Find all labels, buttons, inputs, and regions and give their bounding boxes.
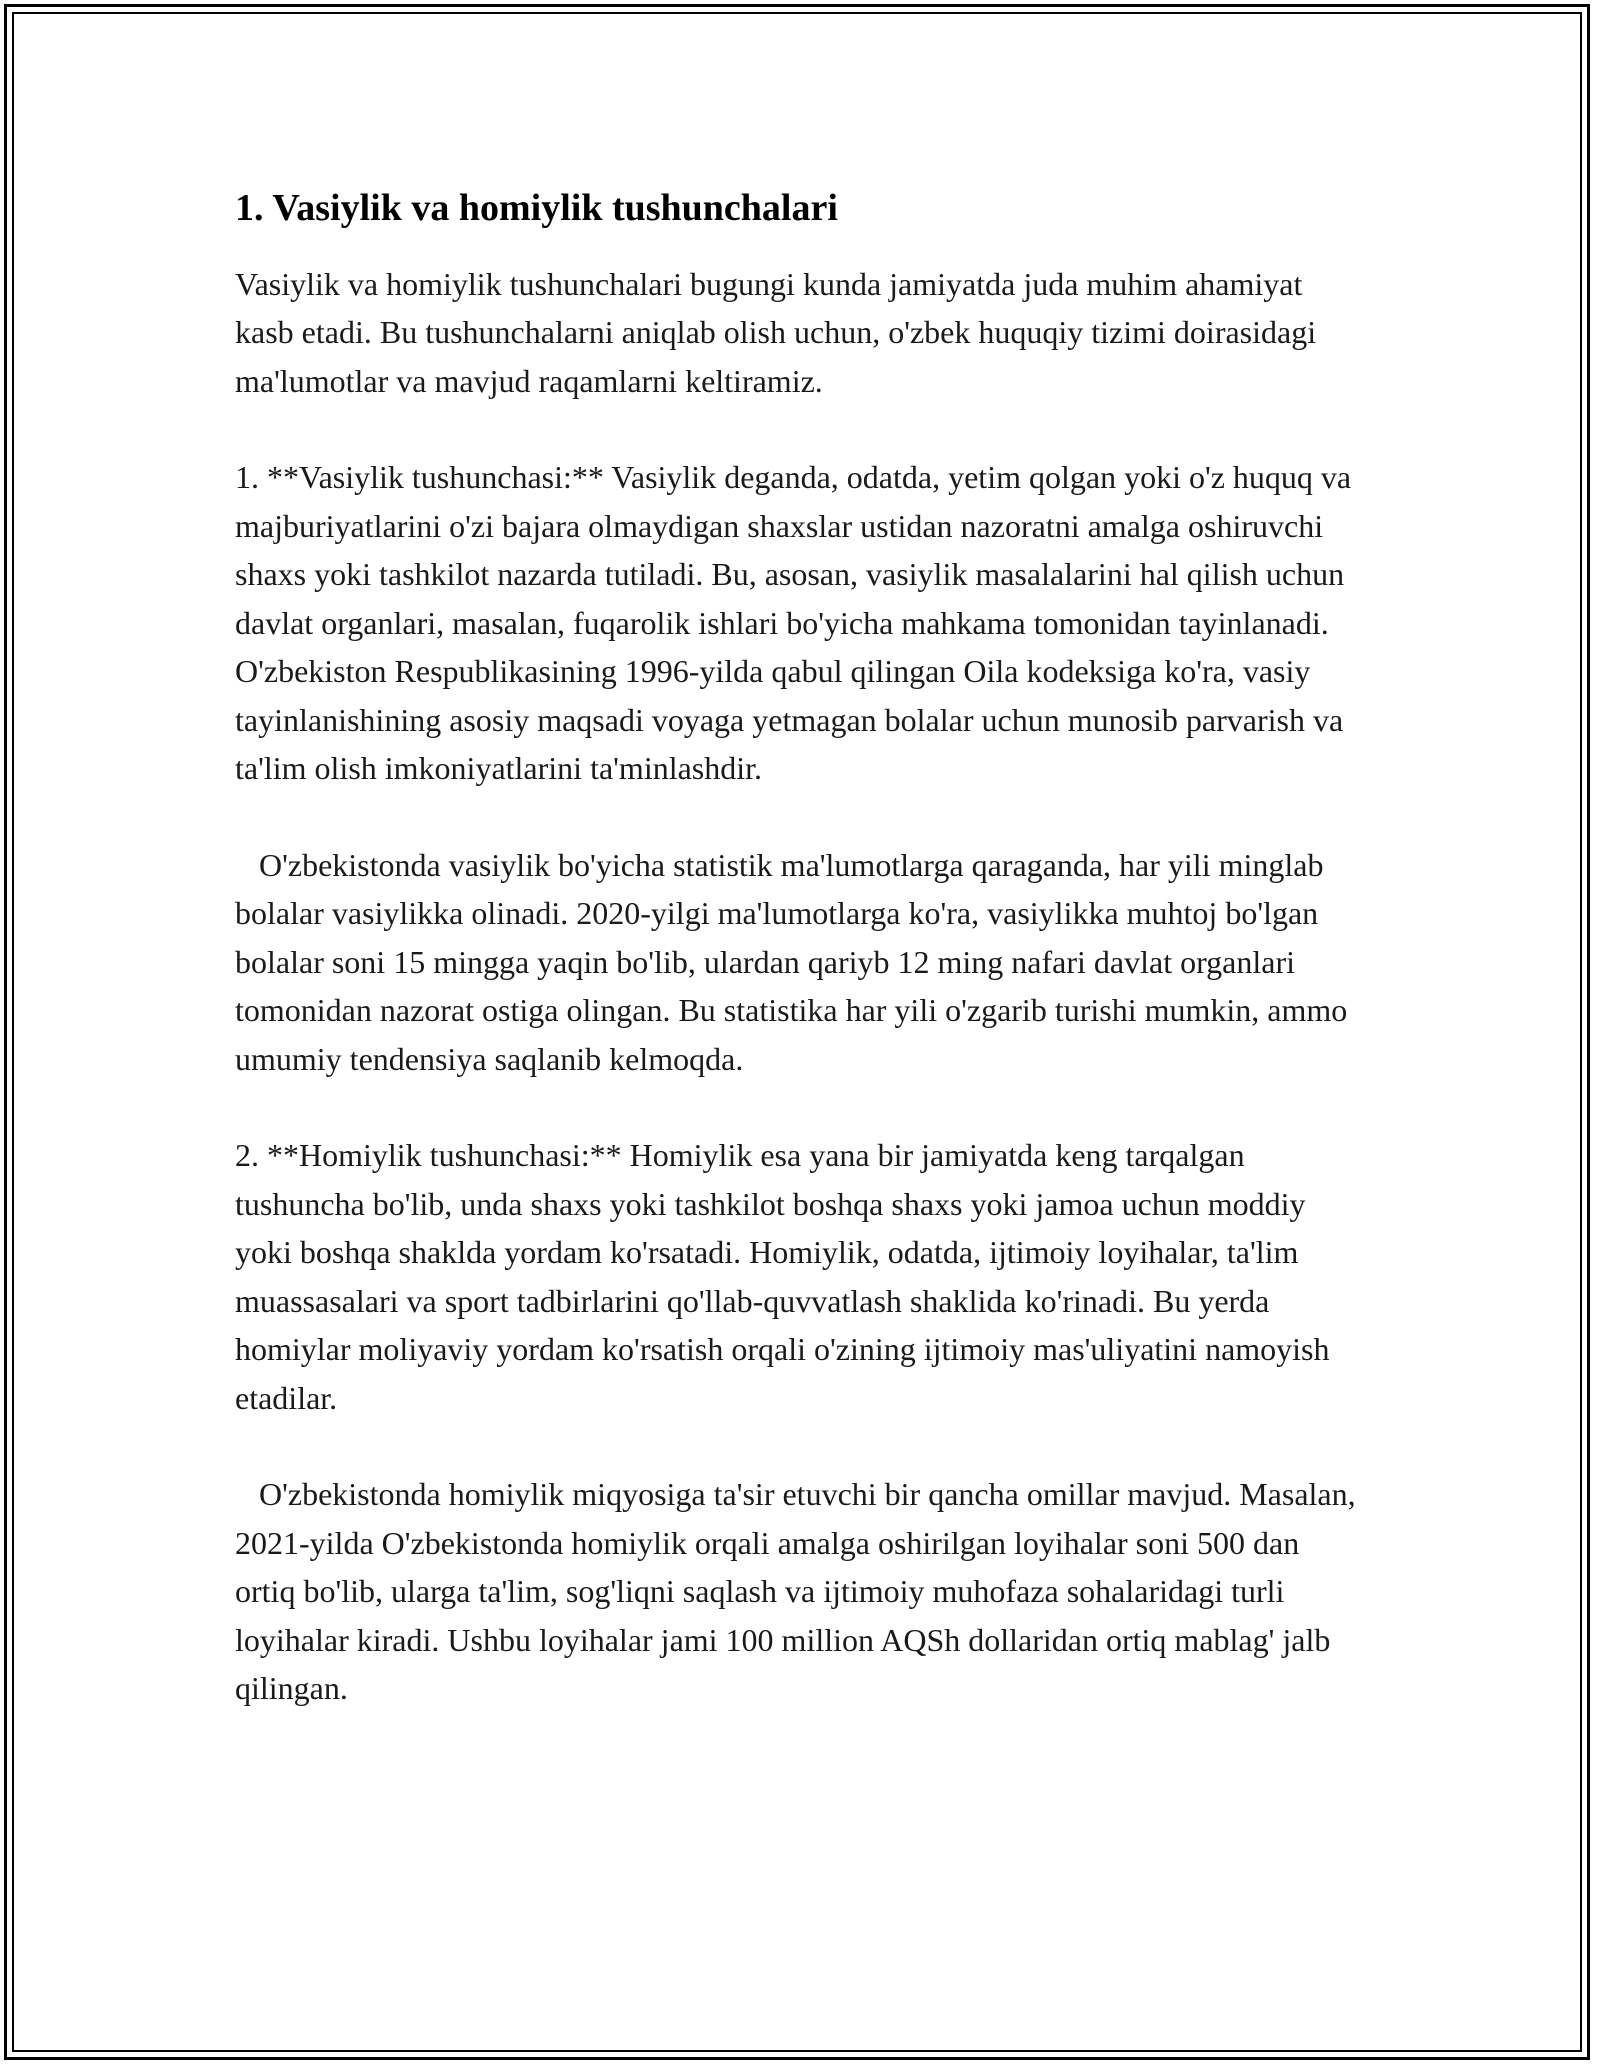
paragraph-vasiylik-statistics: O'zbekistonda vasiylik bo'yicha statistik ma'lumotlarga qaraganda, har yili minglab bolalar vasiylikka olinadi. 2020-yilgi ma'lumotlarga ko'ra, vasiylikka muhtoj bo'lgan bolalar soni 15 mingga yaqin bo'lib, ulardan qariyb 12 ming nafari davlat organlari tomonidan nazorat ostiga olingan. Bu statistika har yili o'zgarib turishi mumkin, ammo umumiy tendensiya saqlanib kelmoqda. <box>235 846 1356 1077</box>
paragraph-vasiylik-definition: 1. **Vasiylik tushunchasi:** Vasiylik deganda, odatda, yetim qolgan yoki o'z huquq va majburiyatlarini o'zi bajara olmaydigan shaxslar ustidan nazoratni amalga oshiruvchi shaxs yoki tashkilot nazarda tutiladi. Bu, asosan, vasiylik masalalarini hal qilish uchun davlat organlari, masalan, fuqarolik ishlari bo'yicha mahkama tomonidan tayinlanadi. O'zbekiston Respublikasining 1996-yilda qabul qilingan Oila kodeksiga ko'ra, vasiy tayinlanishining asosiy maqsadi voyaga yetmagan bolalar uchun munosib parvarish va ta'lim olish imkoniyatlarini ta'minlashdir. <box>235 459 1360 787</box>
document-body <box>235 186 1365 1761</box>
paragraph-intro: Vasiylik va homiylik tushunchalari bugungi kunda jamiyatda juda muhim ahamiyat kasb etadi. Bu tushunchalarni aniqlab olish uchun, o'zbek huquqiy tizimi doirasidagi ma'lumotlar va mavjud raqamlarni keltiramiz. <box>235 265 1325 399</box>
paragraph-homiylik-statistics: O'zbekistonda homiylik miqyosiga ta'sir etuvchi bir qancha omillar mavjud. Masalan, 2021-yilda O'zbekistonda homiylik orqali amalga oshirilgan loyihalar soni 500 dan ortiq bo'lib, ularga ta'lim, sog'liqni saqlash va ijtimoiy muhofaza sohalaridagi turli loyihalar kiradi. Ushbu loyihalar jami 100 million AQSh dollaridan ortiq mablag' jalb qilingan. <box>235 1476 1364 1707</box>
paragraph-homiylik-definition: 2. **Homiylik tushunchasi:** Homiylik esa yana bir jamiyatda keng tarqalgan tushuncha bo'lib, unda shaxs yoki tashkilot boshqa shaxs yoki jamoa uchun moddiy yoki boshqa shaklda yordam ko'rsatadi. Homiylik, odatda, ijtimoiy loyihalar, ta'lim muassasalari va sport tadbirlarini qo'llab-quvvatlash shaklida ko'rinadi. Bu yerda homiylar moliyaviy yordam ko'rsatish orqali o'zining ijtimoiy mas'uliyatini namoyish etadilar. <box>235 1137 1338 1416</box>
section-heading: 1. Vasiylik va homiylik tushunchalari <box>235 187 838 229</box>
